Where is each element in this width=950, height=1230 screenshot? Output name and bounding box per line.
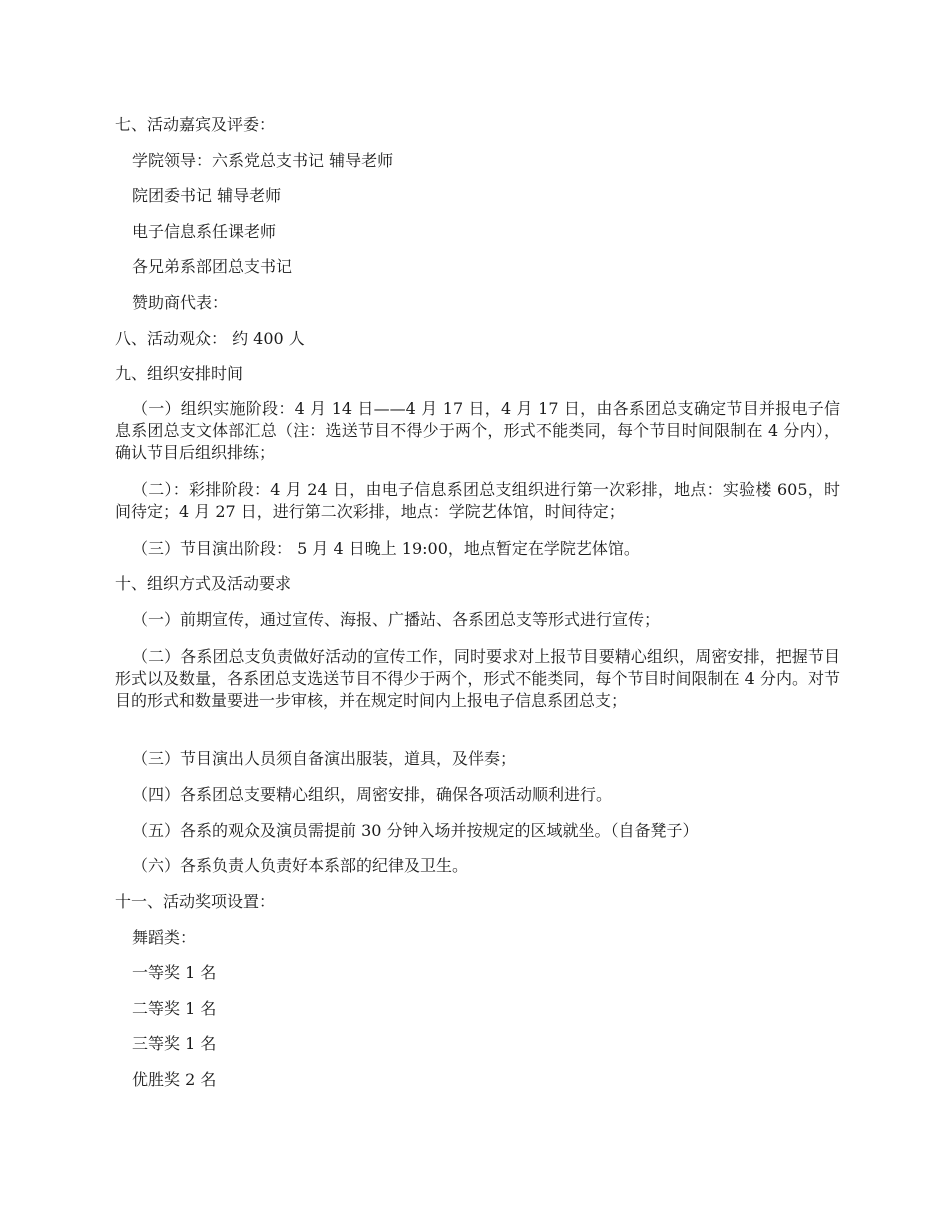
award-item: 一等奖 1 名 <box>132 963 217 982</box>
schedule-paragraph: （二）：彩排阶段：4 月 24 日，由电子信息系团总支组织进行第一次彩排，地点：实验楼 605，时间待定；4 月 27 日，进行第二次彩排，地点：学院艺体馆，时间待定； <box>115 480 840 521</box>
section-8-heading: 八、活动观众： 约 400 人 <box>115 329 305 348</box>
section-7-heading: 七、活动嘉宾及评委： <box>115 115 276 134</box>
requirement-paragraph: （四）各系团总支要精心组织，周密安排，确保各项活动顺利进行。 <box>132 785 613 804</box>
award-item: 三等奖 1 名 <box>132 1034 217 1053</box>
award-item: 二等奖 1 名 <box>132 999 217 1018</box>
guest-item: 学院领导：六系党总支书记 辅导老师 <box>132 151 394 170</box>
requirement-paragraph: （一）前期宣传，通过宣传、海报、广播站、各系团总支等形式进行宣传； <box>132 610 661 629</box>
requirement-paragraph: （三）节目演出人员须自备演出服装，道具，及伴奏； <box>132 749 517 768</box>
guest-item: 院团委书记 辅导老师 <box>132 186 282 205</box>
requirement-paragraph: （六）各系负责人负责好本系部的纪律及卫生。 <box>132 856 469 875</box>
section-11-heading: 十一、活动奖项设置： <box>115 892 276 911</box>
award-item: 舞蹈类： <box>132 928 197 947</box>
section-10-heading: 十、组织方式及活动要求 <box>115 574 292 593</box>
schedule-paragraph: （三）节目演出阶段： 5 月 4 日晚上 19:00，地点暂定在学院艺体馆。 <box>132 539 640 558</box>
guest-item: 电子信息系任课老师 <box>132 222 277 241</box>
requirement-paragraph: （五）各系的观众及演员需提前 30 分钟入场并按规定的区域就坐。（自备凳子） <box>132 821 699 840</box>
award-item: 优胜奖 2 名 <box>132 1070 217 1089</box>
requirement-paragraph: （二）各系团总支负责做好活动的宣传工作，同时要求对上报节目要精心组织，周密安排，把握节目形式以及数量，各系团总支选送节目不得少于两个，形式不能类同，每个节目时间限制在 4 分内。对节目的形式和数量要进一步审核，并在规定时间内上报电子信息系团总支； <box>115 647 840 710</box>
schedule-paragraph: （一）组织实施阶段：4 月 14 日——4 月 17 日，4 月 17 日，由各系团总支确定节目并报电子信息系团总支文体部汇总（注：选送节目不得少于两个，形式不能类同，每个节目时间限制在 4 分内），确认节目后组织排练； <box>115 399 840 462</box>
section-9-heading: 九、组织安排时间 <box>115 364 244 383</box>
guest-item: 各兄弟系部团总支书记 <box>132 257 293 276</box>
guest-item: 赞助商代表： <box>132 293 229 312</box>
